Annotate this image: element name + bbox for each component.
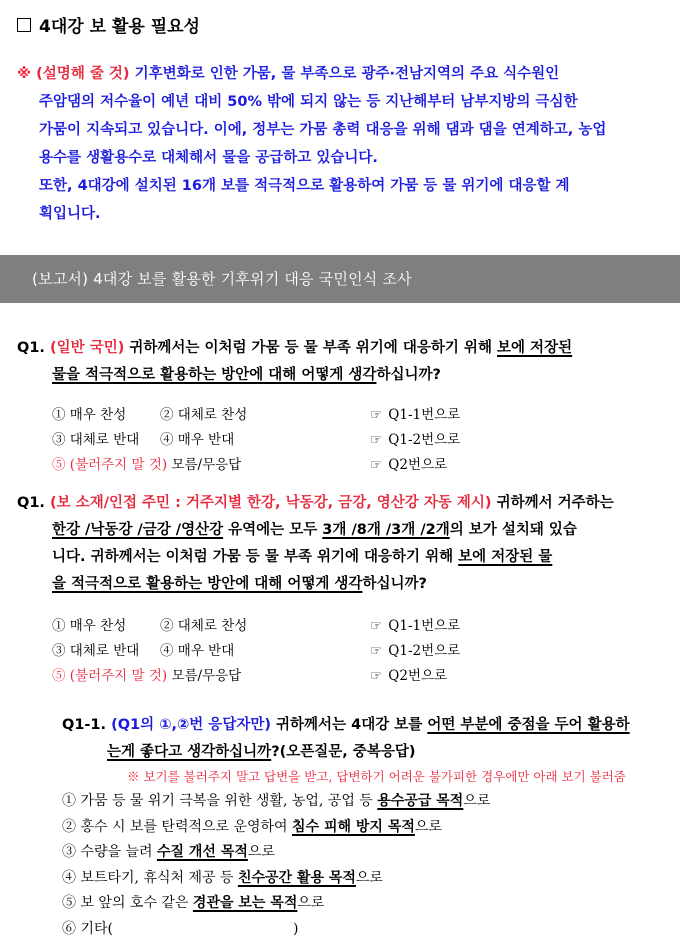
option-item[interactable]	[62, 891, 662, 917]
skip-route	[368, 664, 447, 689]
skip-route-text: Q2번으로	[388, 668, 447, 684]
explain-line: 용수를 생활용수로 대체해서 물을 공급하고 있습니다.	[17, 144, 667, 172]
option-key-phrase: 용수공급 목적	[377, 793, 463, 809]
question-number: Q1-1.	[62, 717, 106, 733]
question-text: 의 보가 설치돼 있습	[450, 522, 577, 538]
question-line	[17, 490, 667, 517]
pointing-finger-icon: ☞	[368, 453, 384, 478]
option-text: 으로	[248, 844, 275, 860]
option-item[interactable]	[62, 840, 662, 866]
option-text: 으로	[297, 895, 324, 911]
option-key-phrase: 경관을 보는 목적	[193, 895, 297, 911]
question-line	[17, 362, 667, 389]
option-item[interactable]: ④ 매우 반대	[160, 639, 234, 664]
option-item[interactable]: ③ 대체로 반대	[52, 639, 139, 664]
option-text: ② 홍수 시 보를 탄력적으로 운영하여	[62, 819, 292, 835]
question-target: (Q1의 ①,②번 응답자만)	[111, 717, 271, 733]
question-key-phrase: 는게 좋다고 생각하십니까	[107, 744, 271, 760]
skip-route-text: Q1-2번으로	[388, 643, 460, 659]
option-item[interactable]: ③ 대체로 반대	[52, 428, 139, 453]
option-row	[52, 664, 652, 689]
banner-title: (보고서) 4대강 보를 활용한 기후위기 대응 국민인식 조사	[32, 268, 412, 289]
question-text: 하십니까?	[362, 576, 426, 592]
explain-line	[17, 60, 667, 88]
answer-options-q1-1	[62, 789, 662, 942]
explain-line: 주암댐의 저수율이 예년 대비 50% 밖에 되지 않는 등 지난해부터 남부지방의 극심한	[17, 88, 667, 116]
option-row	[52, 428, 652, 453]
explain-text: 기후변화로 인한 가뭄, 물 부족으로 광주·전남지역의 주요 식수원인	[135, 66, 560, 82]
question-text: 귀하께서는 이처럼 가뭄 등 물 부족 위기에 대응하기 위해	[129, 340, 497, 356]
option-item[interactable]: ① 매우 찬성	[52, 403, 126, 428]
question-target: (보 소재/인접 주민 : 거주지별 한강, 낙동강, 금강, 영산강 자동 제시)	[50, 495, 492, 511]
option-key-phrase: 친수공간 활용 목적	[238, 870, 356, 886]
option-text: 으로	[463, 793, 490, 809]
question-line	[17, 335, 667, 362]
question-text: 유역에는 모두	[223, 522, 322, 538]
option-item[interactable]: ② 대체로 찬성	[160, 403, 247, 428]
option-text: ③ 수량을 늘려	[62, 844, 157, 860]
question-text: ?(오픈질문, 중복응답)	[271, 744, 415, 760]
question-line	[62, 739, 662, 766]
pointing-finger-icon: ☞	[368, 664, 384, 689]
question-number: Q1.	[17, 340, 45, 356]
question-line	[62, 712, 662, 739]
question-line	[17, 517, 667, 544]
question-q1-1	[62, 712, 662, 766]
question-key-phrase: 한강 /낙동강 /금강 /영산강	[52, 522, 223, 538]
option-label: 모름/무응답	[171, 457, 241, 473]
option-item[interactable]	[52, 453, 241, 478]
question-key-phrase: 3개 /8개 /3개 /2개	[322, 522, 449, 538]
question-key-phrase: 물을 적극적으로 활용하는 방안에 대해 어떻게 생각	[52, 367, 376, 383]
skip-route	[368, 614, 460, 639]
option-label: 모름/무응답	[171, 668, 241, 684]
skip-route-text: Q1-2번으로	[388, 432, 460, 448]
question-number: Q1.	[17, 495, 45, 511]
pointing-finger-icon: ☞	[368, 428, 384, 453]
skip-route	[368, 403, 460, 428]
skip-route-text: Q2번으로	[388, 457, 447, 473]
option-row	[52, 614, 652, 639]
option-item-other[interactable]	[62, 917, 662, 942]
question-q1-general	[17, 335, 667, 389]
explain-tag: (설명해 줄 것)	[36, 66, 129, 82]
option-item[interactable]: ① 매우 찬성	[52, 614, 126, 639]
option-item[interactable]	[62, 815, 662, 841]
question-key-phrase: 보에 저장된	[497, 340, 572, 356]
pointing-finger-icon: ☞	[368, 639, 384, 664]
option-text: 으로	[356, 870, 383, 886]
question-key-phrase: 을 적극적으로 활용하는 방안에 대해 어떻게 생각	[52, 576, 362, 592]
option-item[interactable]	[62, 789, 662, 815]
option-item[interactable]: ④ 매우 반대	[160, 428, 234, 453]
skip-route-text: Q1-1번으로	[388, 407, 460, 423]
option-note: (불러주지 말 것)	[70, 457, 167, 473]
question-key-phrase: 어떤 부분에 중점을 두어 활용하	[427, 717, 629, 733]
pointing-finger-icon: ☞	[368, 403, 384, 428]
option-item[interactable]	[52, 664, 241, 689]
option-text: ① 가뭄 등 물 위기 극복을 위한 생활, 농업, 공업 등	[62, 793, 377, 809]
option-text: )	[293, 921, 298, 937]
question-target: (일반 국민)	[50, 340, 124, 356]
option-row	[52, 639, 652, 664]
question-text: 귀하께서는 4대강 보를	[276, 717, 427, 733]
answer-options-q1-general	[52, 403, 652, 478]
option-key-phrase: 침수 피해 방지 목적	[292, 819, 415, 835]
interviewer-note: ※ 보기를 불러주지 말고 답변을 받고, 답변하기 어려운 불가피한 경우에만 아래 보기 불러줌	[127, 767, 626, 785]
explanation-block	[17, 60, 667, 228]
option-item[interactable]: ② 대체로 찬성	[160, 614, 247, 639]
option-note: (불러주지 말 것)	[70, 668, 167, 684]
skip-route	[368, 453, 447, 478]
skip-route	[368, 639, 460, 664]
option-text: ⑤ 보 앞의 호수 같은	[62, 895, 193, 911]
question-q1-residents	[17, 490, 667, 598]
option-key-phrase: 수질 개선 목적	[157, 844, 248, 860]
option-row	[52, 403, 652, 428]
option-item[interactable]	[62, 866, 662, 892]
section-title-text: 4대강 보 활용 필요성	[39, 12, 200, 37]
question-line	[17, 571, 667, 598]
pointing-finger-icon: ☞	[368, 614, 384, 639]
answer-options-q1-residents	[52, 614, 652, 689]
question-line	[17, 544, 667, 571]
question-text: 하십니까?	[376, 367, 440, 383]
section-title	[17, 12, 200, 37]
option-number: ⑤	[52, 457, 66, 473]
report-banner	[0, 255, 680, 303]
option-row	[52, 453, 652, 478]
question-text: 귀하께서 거주하는	[497, 495, 614, 511]
explain-line: 획입니다.	[17, 200, 667, 228]
reference-mark-icon: ※	[17, 66, 31, 82]
option-text: ⑥ 기타(	[62, 921, 113, 937]
skip-route-text: Q1-1번으로	[388, 618, 460, 634]
option-text: ④ 보트타기, 휴식처 제공 등	[62, 870, 238, 886]
explain-line: 또한, 4대강에 설치된 16개 보를 적극적으로 활용하여 가뭄 등 물 위기에 대응할 계	[17, 172, 667, 200]
question-text: 니다. 귀하께서는 이처럼 가뭄 등 물 부족 위기에 대응하기 위해	[52, 549, 458, 565]
option-text: 으로	[415, 819, 442, 835]
question-key-phrase: 보에 저장된 물	[458, 549, 552, 565]
skip-route	[368, 428, 460, 453]
explain-line: 가뭄이 지속되고 있습니다. 이에, 정부는 가뭄 총력 대응을 위해 댐과 댐을 연계하고, 농업	[17, 116, 667, 144]
option-number: ⑤	[52, 668, 66, 684]
checkbox-square-icon	[17, 18, 31, 32]
